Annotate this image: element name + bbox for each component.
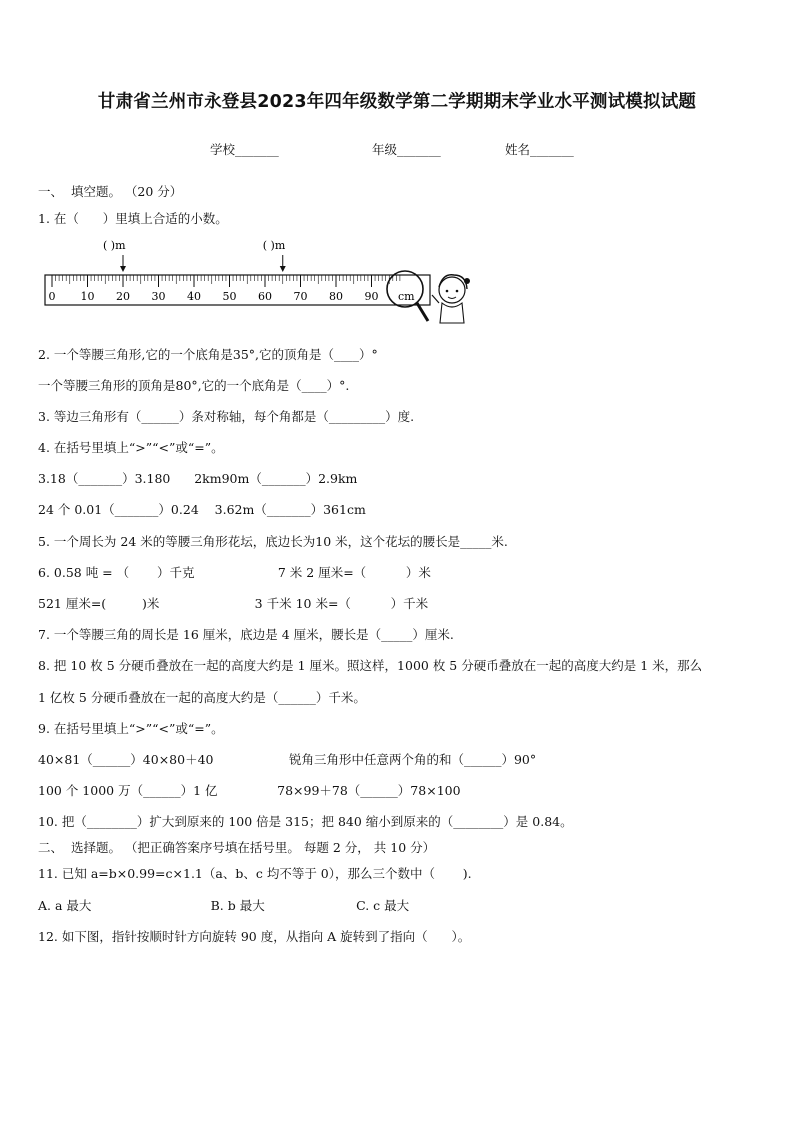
ruler-tick-label: 40 [187, 290, 201, 303]
question-9-row-1: 40×81（______）40×80＋40 锐角三角形中任意两个角的和（______）90° [38, 752, 537, 767]
question-2b: 一个等腰三角形的顶角是80°,它的一个底角是（____）°. [38, 378, 350, 393]
question-12: 12. 如下图，指针按顺时针方向旋转 90 度，从指向 A 旋转到了指向（ ）。 [38, 929, 471, 944]
ruler-tick-label: 30 [151, 290, 166, 303]
ruler-tick-label: 90 [364, 290, 379, 303]
ruler-tick-label: 50 [222, 290, 237, 303]
ruler-arrow-head [280, 266, 286, 272]
question-2a: 2. 一个等腰三角形,它的一个底角是35°,它的顶角是（____）° [38, 347, 378, 362]
question-6-row-1: 6. 0.58 吨 = （ ）千克 7 米 2 厘米=（ ）米 [38, 565, 431, 580]
name-field: 姓名_______ [505, 142, 574, 157]
question-5: 5. 一个周长为 24 米的等腰三角形花坛，底边长为10 米，这个花坛的腰长是_____米. [38, 534, 508, 549]
question-4: 4. 在括号里填上“>”“<”或“=”。 [38, 440, 224, 455]
ruler-tick-label: 10 [80, 290, 95, 303]
ruler-tick-label: 0 [48, 290, 56, 303]
ruler-figure [40, 237, 480, 327]
ruler-tick-label: 70 [293, 290, 308, 303]
school-field: 学校_______ [210, 142, 279, 157]
question-11-options: A. a 最大 B. b 最大 C. c 最大 [38, 898, 410, 913]
question-6-row-2: 521 厘米=( )米 3 千米 10 米=（ ）千米 [38, 596, 429, 611]
grade-field: 年级_______ [372, 142, 441, 157]
question-4-row-1: 3.18（_______）3.180 2km90m（_______）2.9km [38, 471, 358, 486]
document-title: 甘肃省兰州市永登县2023年四年级数学第二学期期末学业水平测试模拟试题 [97, 92, 697, 112]
ruler-svg [40, 237, 480, 327]
section-1-heading: 一、 填空题。 （20 分） [38, 184, 183, 199]
magnifier-handle [417, 303, 428, 321]
ruler-blank-label: ( )m [103, 239, 126, 252]
question-9: 9. 在括号里填上“>”“<”或“=”。 [38, 721, 224, 736]
ruler-tick-label: 80 [329, 290, 343, 303]
ruler-arrows [103, 239, 286, 272]
ruler-arrow-head [120, 266, 126, 272]
ruler-tick-label: 20 [116, 290, 130, 303]
question-1: 1. 在（ ）里填上合适的小数。 [38, 211, 228, 226]
question-8-line-2: 1 亿枚 5 分硬币叠放在一起的高度大约是（______）千米。 [38, 690, 366, 705]
girl-illustration [432, 275, 470, 323]
ruler-blank-label: ( )m [262, 239, 286, 252]
ruler-unit-label: cm [398, 290, 415, 303]
question-9-row-2: 100 个 1000 万（______）1 亿 78×99＋78（______）78×100 [38, 783, 461, 798]
question-10: 10. 把（________）扩大到原来的 100 倍是 315；把 840 缩小到原来的（________）是 0.84。 [38, 814, 573, 829]
question-3: 3. 等边三角形有（______）条对称轴，每个角都是（_________）度. [38, 409, 415, 424]
question-8-line-1: 8. 把 10 枚 5 分硬币叠放在一起的高度大约是 1 厘米。照这样，1000 枚 5 分硬币叠放在一起的高度大约是 1 米，那么 [38, 658, 703, 673]
question-11: 11. 已知 a=b×0.99=c×1.1（a、b、c 均不等于 0），那么三个数中（ ). [38, 866, 472, 881]
question-7: 7. 一个等腰三角的周长是 16 厘米，底边是 4 厘米，腰长是（_____）厘米. [38, 627, 454, 642]
question-4-row-2: 24 个 0.01（_______）0.24 3.62m（_______）361cm [38, 502, 366, 517]
ruler-tick-label: 60 [258, 290, 272, 303]
section-2-heading: 二、 选择题。 （把正确答案序号填在括号里。 每题 2 分， 共 10 分） [38, 840, 436, 855]
